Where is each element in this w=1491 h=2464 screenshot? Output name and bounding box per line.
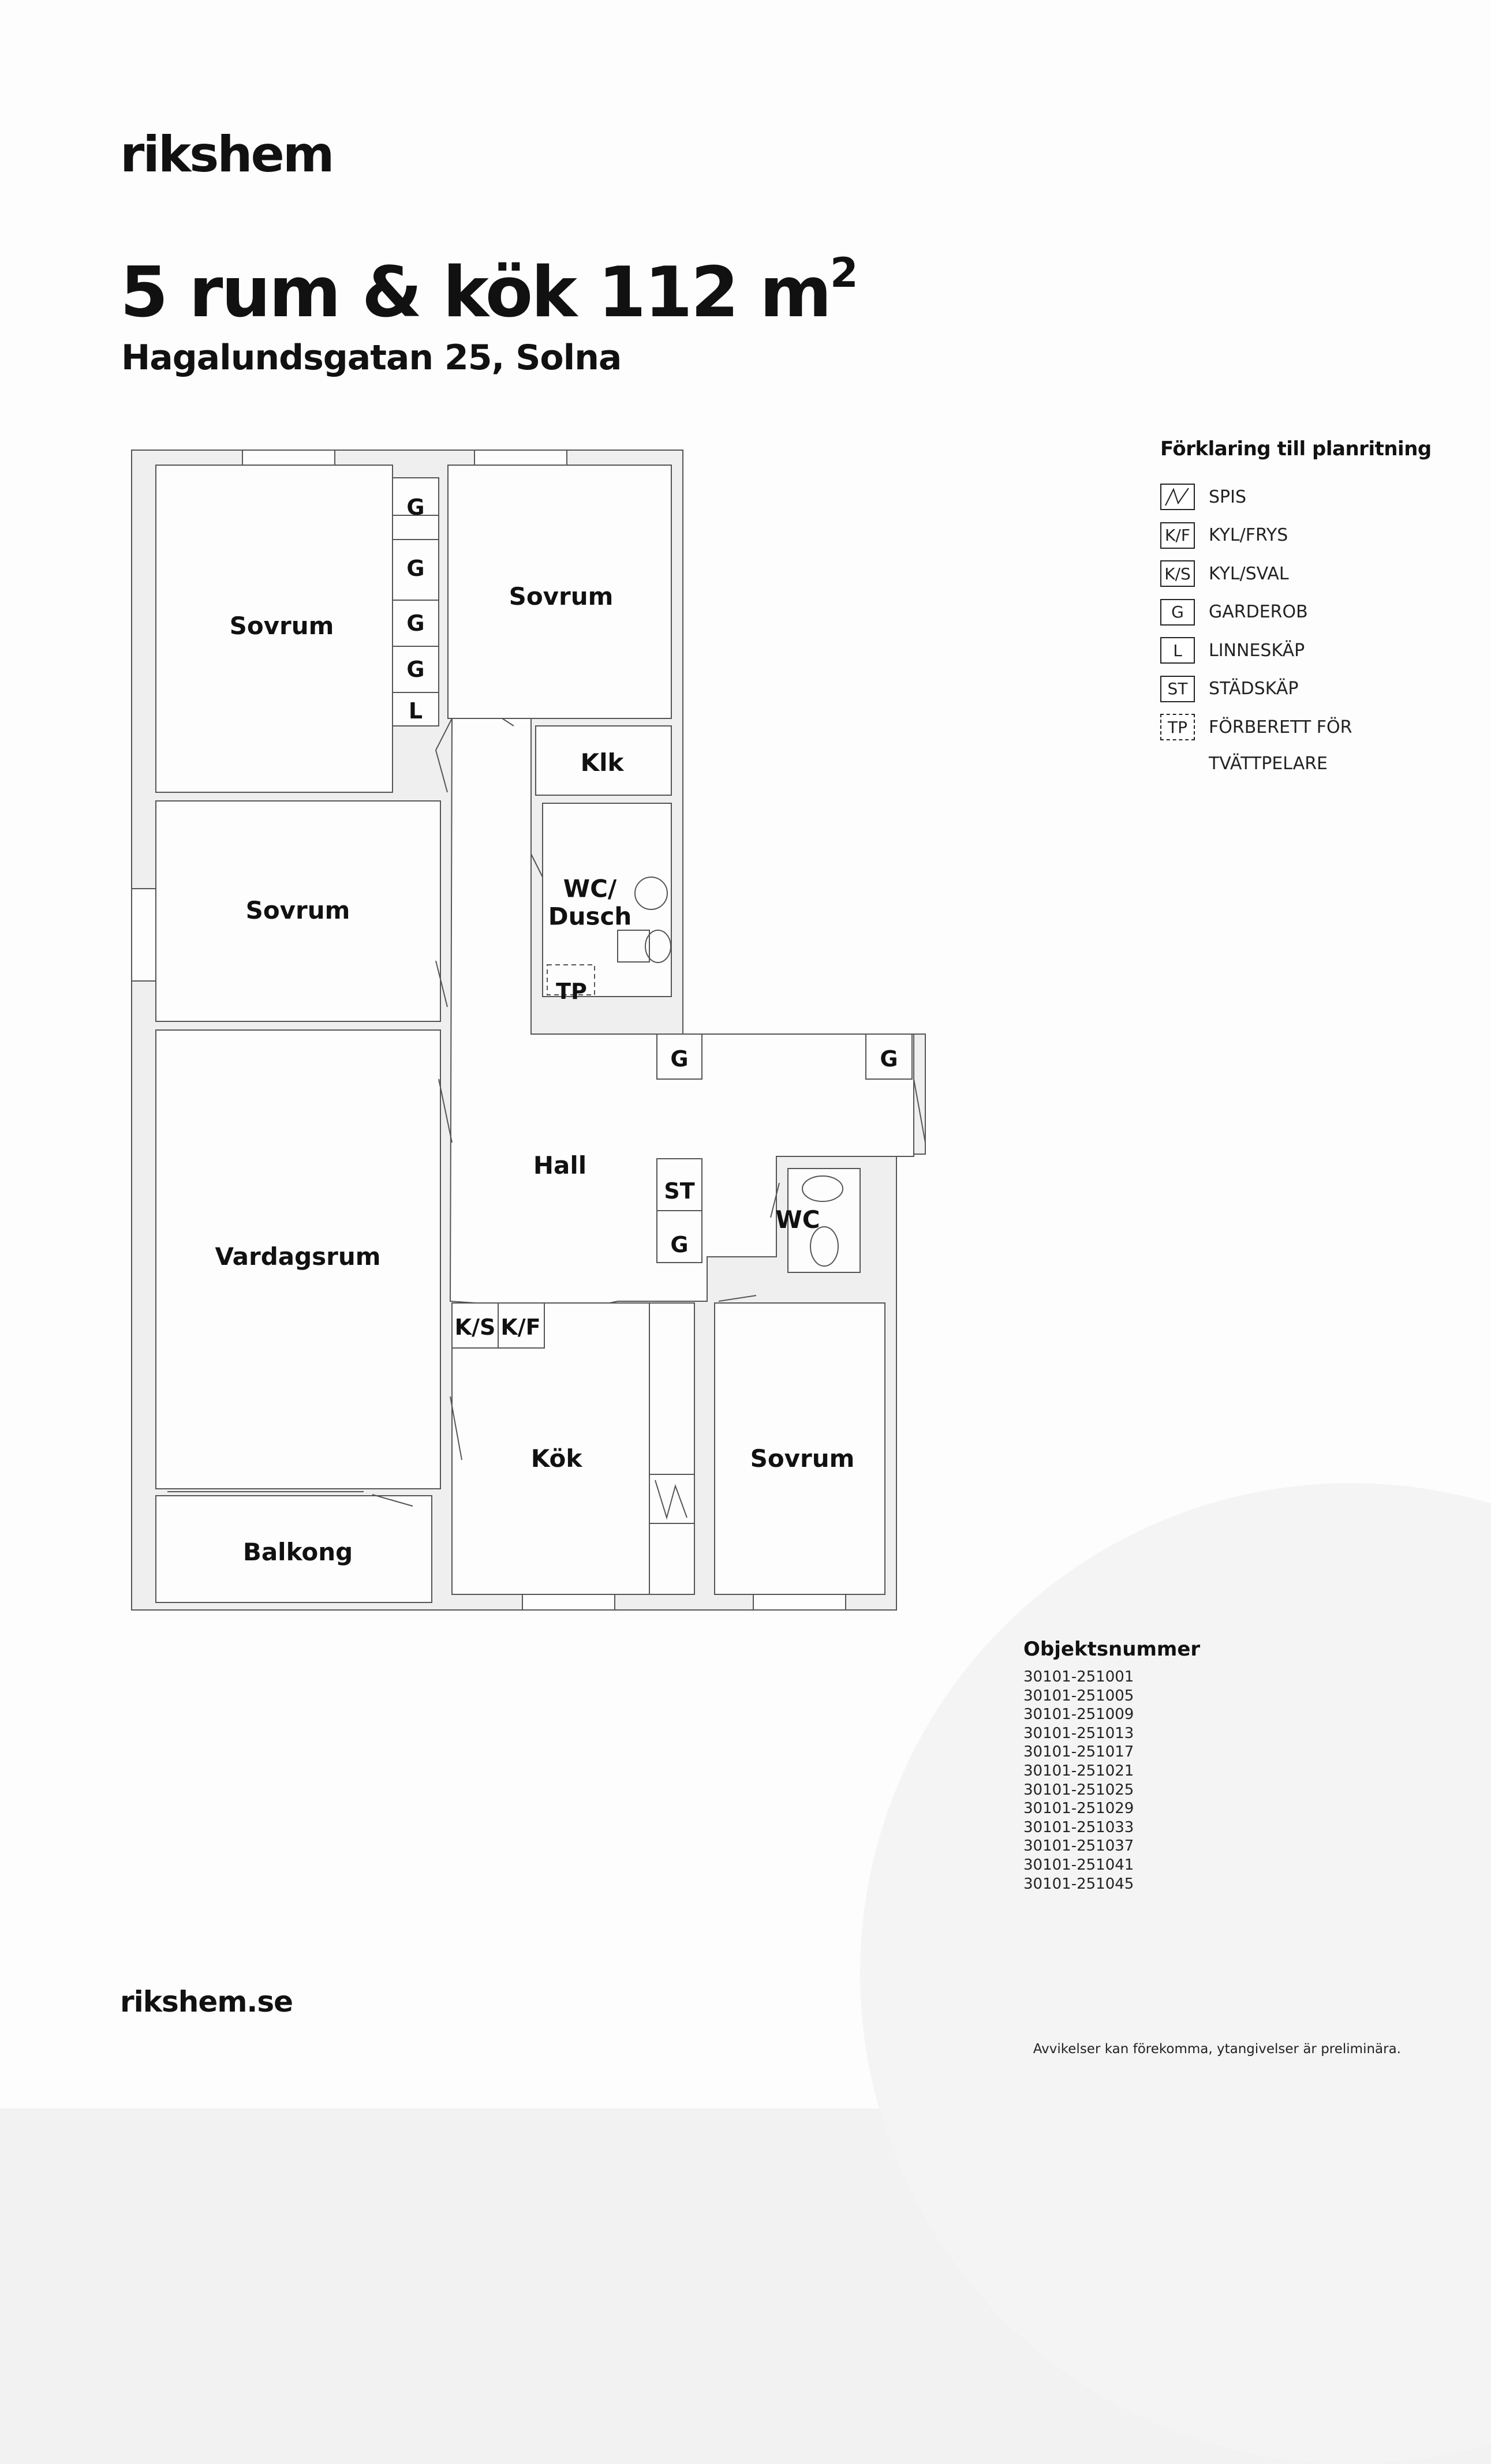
legend-label: KYL/FRYS: [1209, 525, 1288, 546]
legend-code: K/F: [1160, 522, 1195, 549]
legend-title: Förklaring till planritning: [1160, 437, 1432, 460]
legend-label: SPIS: [1209, 486, 1247, 507]
label-kok: Kök: [530, 1444, 582, 1473]
address: Hagalundsgatan 25, Solna: [121, 338, 622, 378]
label-sovrum-2: Sovrum: [509, 582, 614, 611]
objekt-item: 30101-251021: [1023, 1762, 1134, 1780]
fixture-tp: TP: [556, 979, 587, 1004]
label-wc: WC: [775, 1205, 820, 1234]
legend-label: KYL/SVAL: [1209, 563, 1289, 584]
legend-label-continued: TVÄTTPELARE: [1209, 753, 1328, 774]
objekt-item: 30101-251037: [1023, 1837, 1134, 1855]
fixture-g-3: G: [406, 611, 425, 636]
label-klk: Klk: [580, 748, 624, 777]
objekt-item: 30101-251029: [1023, 1800, 1134, 1818]
fixture-kf: K/F: [500, 1315, 541, 1340]
objekt-item: 30101-251025: [1023, 1781, 1134, 1799]
legend-code: K/S: [1160, 560, 1195, 587]
label-hall: Hall: [533, 1151, 587, 1179]
fixture-l-1: L: [408, 698, 423, 724]
disclaimer: Avvikelser kan förekomma, ytangivelser är preliminära.: [1033, 2042, 1401, 2057]
title-text: 5 rum & kök 112 m: [120, 253, 831, 333]
legend-label: LINNESKÄP: [1209, 640, 1305, 661]
label-sovrum-3: Sovrum: [245, 896, 350, 924]
label-sovrum-1: Sovrum: [229, 611, 334, 640]
legend-row-ks: [1160, 555, 1449, 593]
fixture-st: ST: [664, 1178, 695, 1204]
objekt-item: 30101-251013: [1023, 1724, 1134, 1742]
footer-url[interactable]: rikshem.se: [120, 1985, 293, 2019]
objektsnummer-list: [1023, 1638, 1200, 1893]
label-balkong: Balkong: [242, 1537, 353, 1566]
objekt-item: 30101-251041: [1023, 1856, 1134, 1874]
legend-label: STÄDSKÄP: [1209, 679, 1299, 699]
stove-icon: [1160, 484, 1195, 510]
fixture-g-7: G: [670, 1232, 689, 1257]
objekt-item: 30101-251009: [1023, 1706, 1134, 1724]
objekt-item: 30101-251033: [1023, 1818, 1134, 1836]
label-wc-dusch-line2: Dusch: [548, 903, 632, 931]
fixture-g-4: G: [406, 657, 425, 682]
objekt-item: 30101-251045: [1023, 1875, 1134, 1893]
fixture-g-2: G: [406, 556, 425, 581]
objekt-title: Objektsnummer: [1023, 1638, 1201, 1661]
label-wc-dusch-line1: WC/: [563, 874, 617, 903]
legend-row-kf: [1160, 516, 1449, 555]
legend-code: G: [1160, 599, 1195, 626]
label-wc-dusch: [548, 875, 632, 931]
legend-row-spis: [1160, 478, 1449, 516]
legend-code: TP: [1160, 714, 1195, 740]
fixture-ks: K/S: [454, 1315, 496, 1340]
legend-label: GARDEROB: [1209, 602, 1308, 623]
legend-row-st: [1160, 670, 1449, 709]
objekt-item: 30101-251005: [1023, 1687, 1134, 1705]
label-vardagsrum: Vardagsrum: [215, 1242, 381, 1271]
legend-code: L: [1160, 637, 1195, 664]
legend-label: FÖRBERETT FÖR: [1209, 717, 1352, 737]
objekt-item: 30101-251001: [1023, 1668, 1134, 1686]
objekt-item: 30101-251017: [1023, 1743, 1134, 1761]
fixture-g-6: G: [880, 1046, 898, 1072]
fixture-g-5: G: [670, 1046, 689, 1072]
title-superscript: 2: [830, 249, 857, 297]
legend-row-tp: [1160, 708, 1449, 747]
fixture-g-1: G: [406, 495, 425, 520]
legend-row-l: [1160, 631, 1449, 670]
legend: [1160, 437, 1449, 781]
legend-row-g: [1160, 593, 1449, 632]
label-sovrum-4: Sovrum: [750, 1444, 855, 1473]
legend-code: ST: [1160, 676, 1195, 702]
logo: rikshem: [120, 126, 333, 184]
